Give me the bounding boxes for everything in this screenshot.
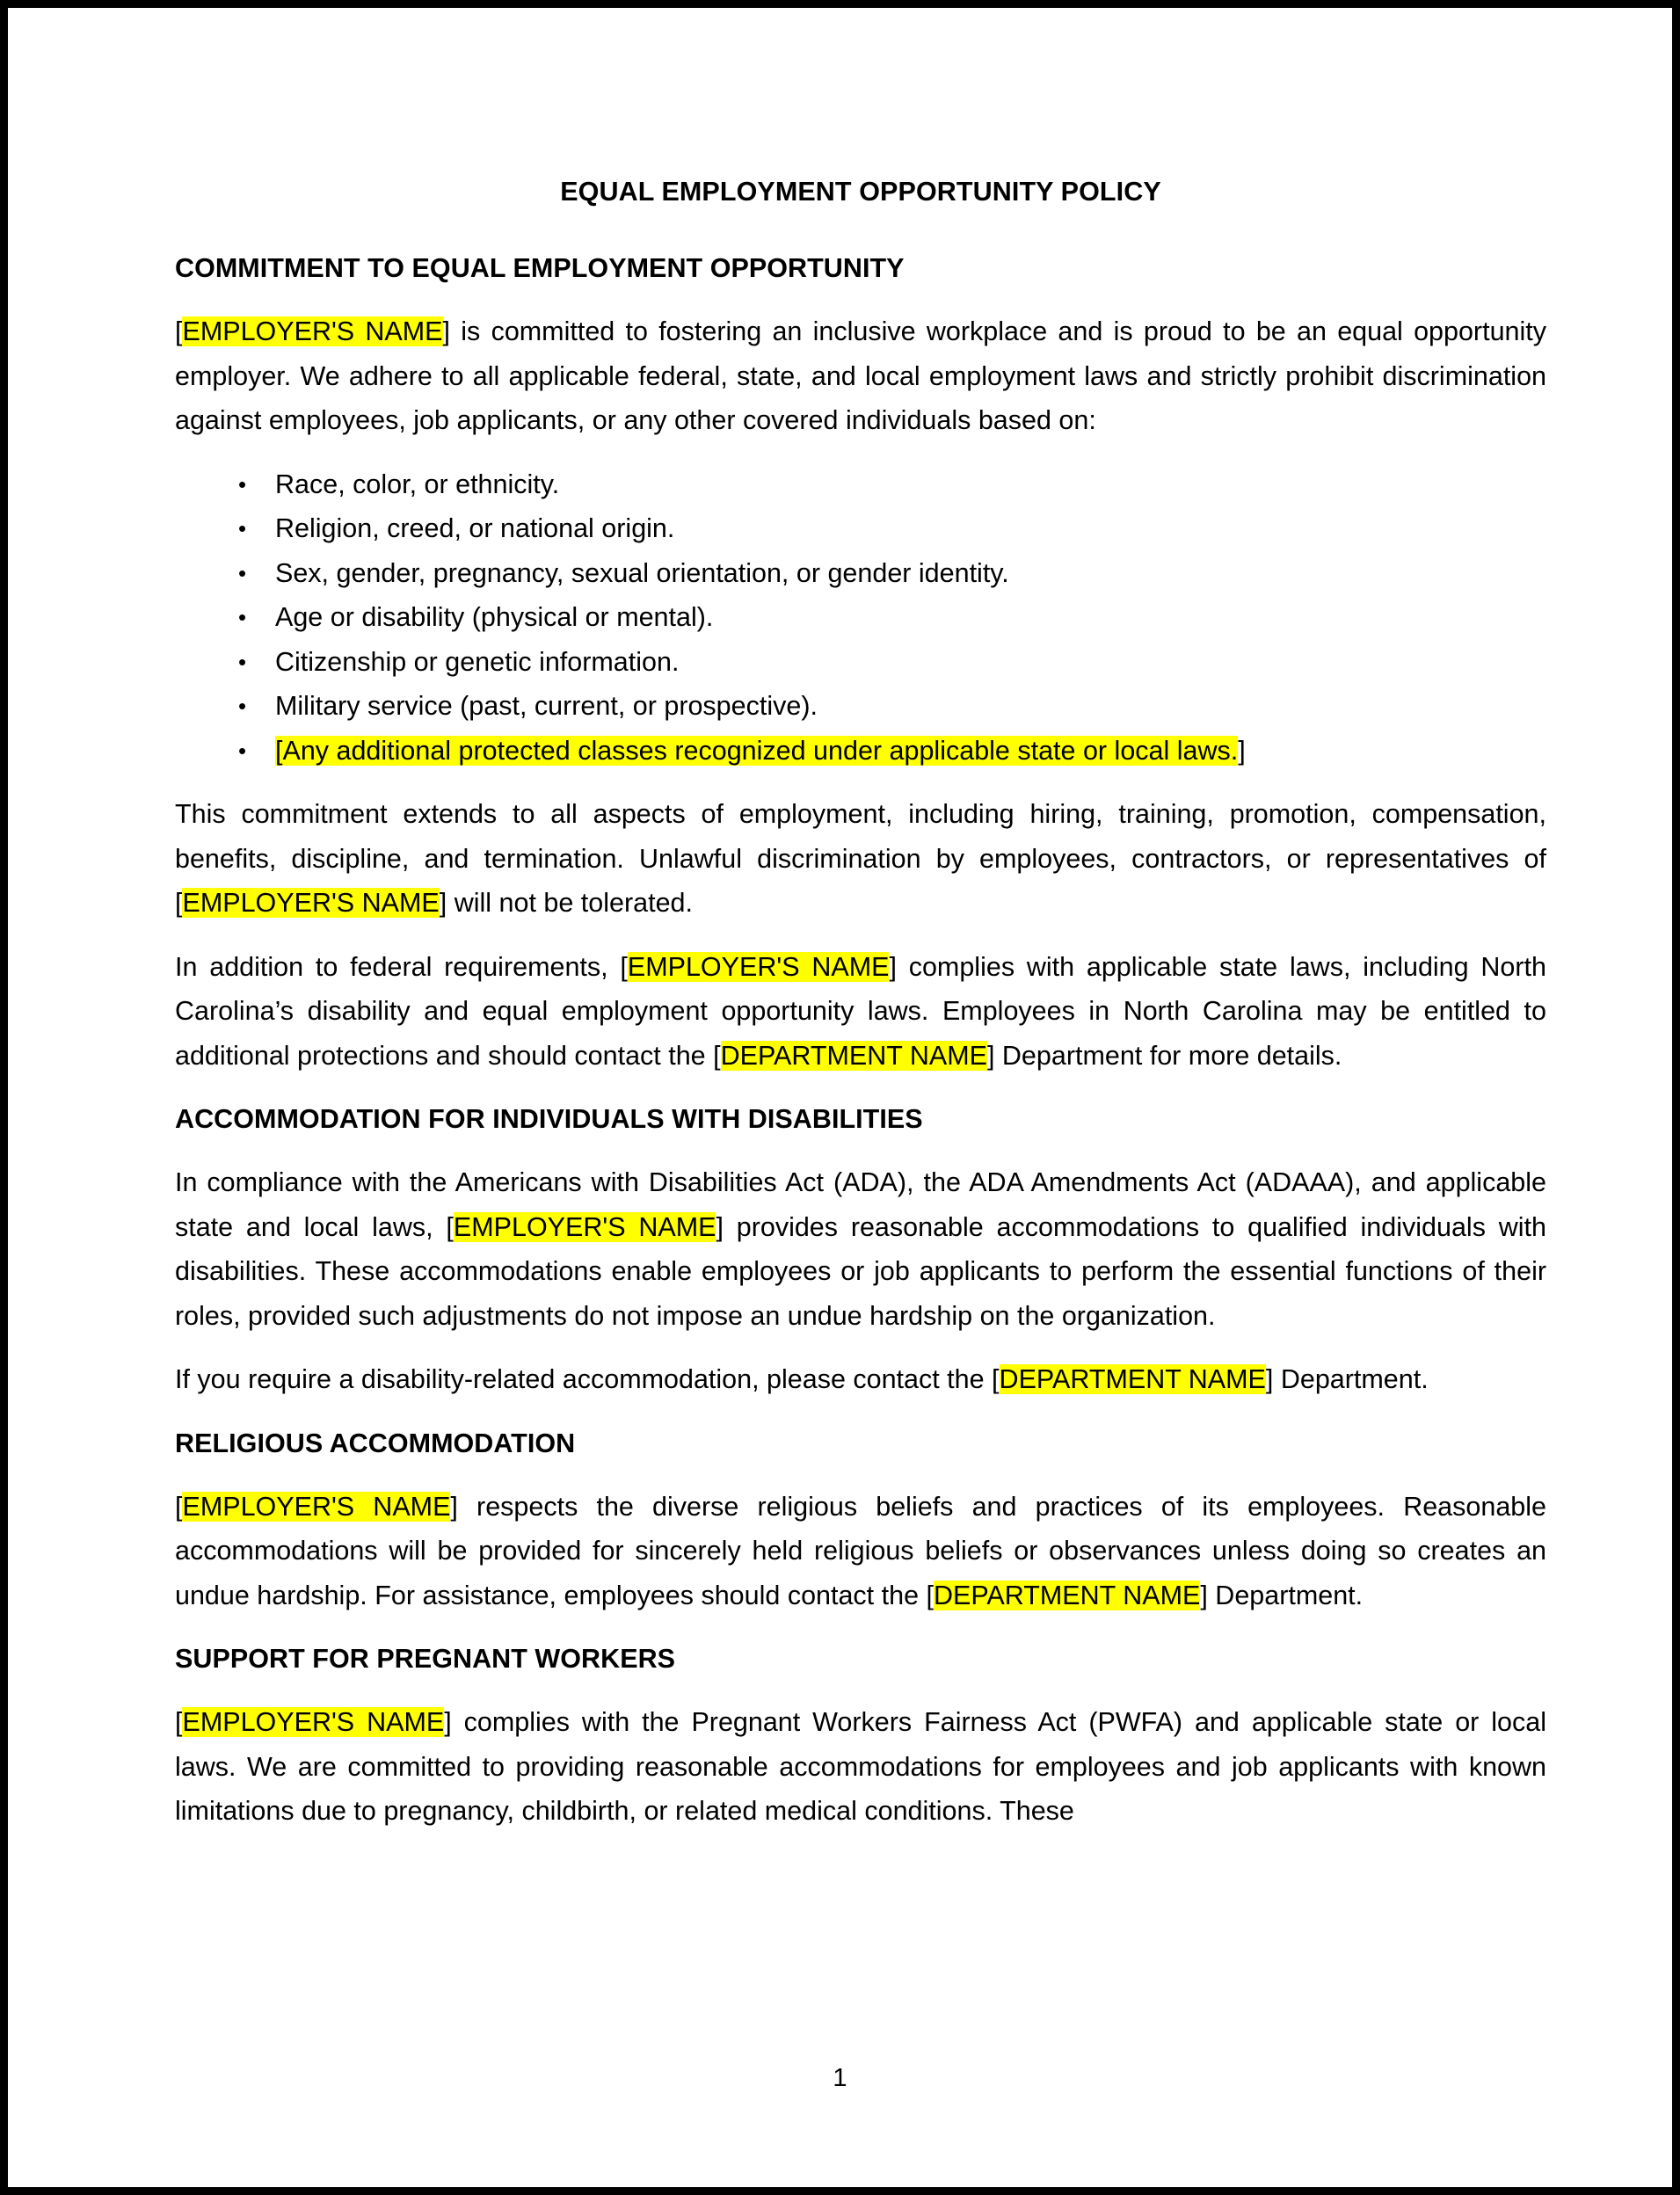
placeholder-department-name: DEPARTMENT NAME — [933, 1580, 1201, 1610]
bracket-close: ] — [1238, 735, 1246, 766]
heading-pregnant-workers: SUPPORT FOR PREGNANT WORKERS — [175, 1644, 676, 1674]
list-item-label: Age or disability (physical or mental). — [275, 602, 714, 632]
heading-religious: RELIGIOUS ACCOMMODATION — [175, 1428, 576, 1458]
placeholder-employer-name: EMPLOYER'S NAME — [182, 1707, 445, 1737]
paragraph-text-mid: ] complies with applicable state laws, including North Carolina’s disability and equal employment opportunity laws. Employees in North Carolina may be entitled to additional protections and should contact the [ — [175, 951, 1546, 1071]
list-item — [175, 551, 1546, 596]
paragraph-text-tail: ] Department. — [1200, 1580, 1364, 1610]
list-item-label: Religion, creed, or national origin. — [275, 513, 675, 543]
page-sheet — [16, 16, 1664, 2179]
list-item — [175, 684, 1546, 729]
protected-classes-list — [175, 462, 1546, 774]
paragraph-text: is committed to fostering an inclusive workplace and is proud to be an equal opportunity employer. We adhere to all applicable federal, state, and local employment laws and strictly prohibit discrimination against employees, job applicants, or any other covered individuals based on: — [175, 316, 1546, 435]
page-number: 1 — [833, 2064, 847, 2092]
paragraph-text-mid: ] respects the diverse religious beliefs and practices of its employees. Reasonable accommodations will be provided for sincerely held religious beliefs or observances unless doing so creates an undue hardship. For assistance, employees should contact the [ — [175, 1491, 1546, 1610]
document-body — [175, 170, 1546, 1834]
list-item-highlighted — [175, 729, 1546, 774]
placeholder-department-name: DEPARTMENT NAME — [720, 1040, 987, 1071]
paragraph-text-tail: ] provides reasonable accommodations to qualified individuals with disabilities. These accommodations enable employees or job applicants to perform the essential functions of their roles, provided such adjustments do not impose an undue hardship on the organization. — [175, 1211, 1546, 1331]
paragraph-pwfa — [175, 1700, 1546, 1834]
paragraph-text: If you require a disability-related accommodation, please contact the [ — [175, 1364, 1000, 1394]
heading-disabilities: ACCOMMODATION FOR INDIVIDUALS WITH DISABILITIES — [175, 1104, 923, 1134]
placeholder-additional-classes: [Any additional protected classes recognized under applicable state or local laws. — [275, 735, 1239, 766]
placeholder-employer-name: EMPLOYER'S NAME — [627, 951, 890, 982]
paragraph-text-tail: ] Department. — [1265, 1364, 1429, 1394]
bullet-icon: • — [238, 604, 247, 630]
paragraph-ada — [175, 1160, 1546, 1338]
paragraph-text: In compliance with the Americans with Disabilities Act (ADA), the ADA Amendments Act (ADAAA), and applicable state and local laws, [ — [175, 1167, 1546, 1242]
paragraph-state-law — [175, 945, 1546, 1079]
bullet-icon: • — [238, 470, 247, 498]
placeholder-employer-name: EMPLOYER'S NAME — [182, 888, 440, 918]
list-item — [175, 506, 1546, 551]
paragraph-text: This commitment extends to all aspects of employment, including hiring, training, promotion, compensation, benefits, discipline, and termination. Unlawful discrimination by employees, contractors, or representatives of [ — [175, 799, 1546, 918]
paragraph-commitment-scope — [175, 792, 1546, 926]
placeholder-employer-name: EMPLOYER'S NAME — [182, 316, 443, 346]
list-item — [175, 462, 1546, 507]
bracket-open: [ — [175, 1707, 183, 1737]
list-item-label: Race, color, or ethnicity. — [275, 469, 560, 499]
bullet-icon: • — [238, 559, 247, 586]
placeholder-employer-name: EMPLOYER'S NAME — [453, 1211, 716, 1242]
heading-commitment: COMMITMENT TO EQUAL EMPLOYMENT OPPORTUNITY — [175, 253, 905, 283]
bullet-icon: • — [238, 693, 247, 719]
list-item-label: Citizenship or genetic information. — [275, 646, 680, 677]
list-item-label: Military service (past, current, or prospective). — [275, 691, 818, 721]
paragraph-text-tail: ] Department for more details. — [986, 1040, 1342, 1071]
paragraph-text-tail: ] will not be tolerated. — [439, 888, 693, 918]
list-item-label: Sex, gender, pregnancy, sexual orientation, or gender identity. — [275, 557, 1009, 588]
paragraph-text: In addition to federal requirements, [ — [175, 951, 628, 982]
placeholder-department-name: DEPARTMENT NAME — [999, 1364, 1266, 1394]
bullet-icon: • — [238, 648, 247, 675]
page-title: EQUAL EMPLOYMENT OPPORTUNITY POLICY — [560, 177, 1161, 207]
list-item — [175, 595, 1546, 640]
placeholder-employer-name: EMPLOYER'S NAME — [182, 1491, 451, 1522]
paragraph-disability-contact — [175, 1357, 1546, 1402]
bracket-close: ] — [442, 316, 451, 346]
bracket-open: [ — [175, 316, 183, 346]
paragraph-commitment-intro — [175, 309, 1546, 443]
paragraph-religious — [175, 1485, 1546, 1618]
bullet-icon: • — [238, 737, 247, 764]
bracket-open: [ — [175, 1491, 183, 1522]
paragraph-text-tail: ] complies with the Pregnant Workers Fairness Act (PWFA) and applicable state or local laws. We are committed to providing reasonable accommodations for employees and job applicants with known limitations due to pregnancy, childbirth, or related medical conditions. These — [175, 1707, 1546, 1826]
list-item — [175, 640, 1546, 685]
bullet-icon: • — [238, 515, 247, 541]
